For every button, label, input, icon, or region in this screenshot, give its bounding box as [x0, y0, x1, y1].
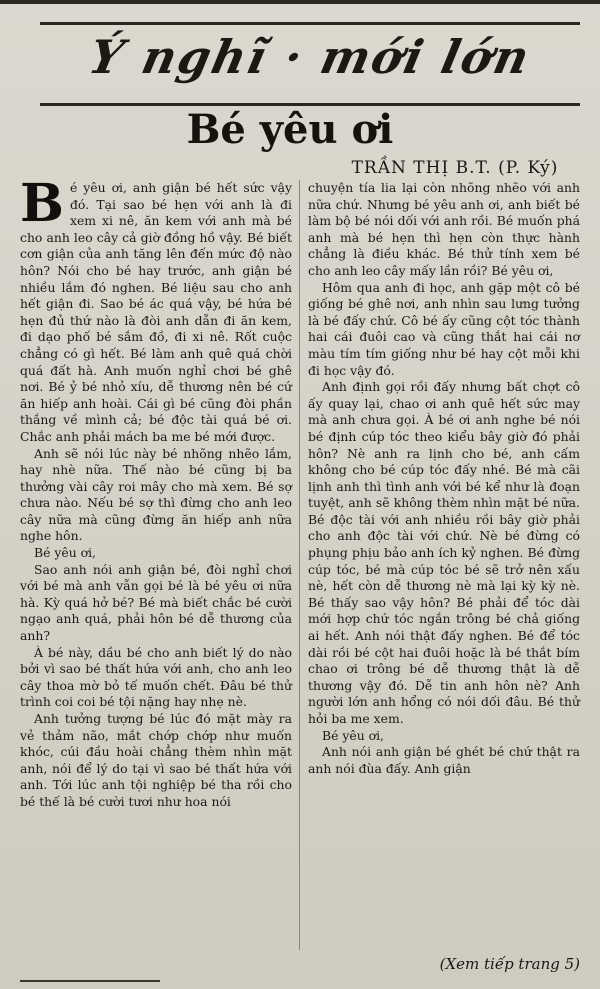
top-rule [0, 0, 600, 4]
continued-note: (Xem tiếp trang 5) [439, 955, 580, 973]
article-title: Bé yêu ơi [186, 106, 394, 153]
paragraph: Sao anh nói anh giận bé, đòi nghỉ chơi với bé mà anh vẫn gọi bé là bé yêu ơi nữa hà. Kỳ quá hở bé? Bé mà biết chắc bé cười ngạo anh quá, phải hôn bé dễ thương của anh? [20, 561, 292, 644]
salutation: Bé yêu ơi, [322, 727, 384, 743]
salutation: Bé yêu ơi, [34, 545, 96, 561]
article-author: TRẦN THỊ B.T. (P. Ký) [351, 158, 559, 178]
bottom-rule [20, 980, 160, 982]
paragraph: À bé này, dầu bé cho anh biết lý do nào bởi vì sao bé thất hứa với anh, cho anh leo cây thoa mờ bỏ tế muốn chết. Đâu bé thử trình coi coi bé tội nặng hay nhẹ nè. [20, 644, 292, 710]
left-column [20, 173, 292, 811]
paragraph: Anh tưởng tượng bé lúc đó mặt mày ra vẻ thảm não, mắt chớp chớp như muốn khóc, cúi đầu hoài chẳng thèm nhìn mặt anh, nói để lý do tại vì sao bé thất hứa với anh. Tới lúc anh tội nghiệp bé tha rồi cho bé thế là bé cười tươi như hoa nói [20, 711, 292, 809]
paragraph: Hôm qua anh đi học, anh gặp một cô bé giống bé ghê nơi, anh nhìn sau lưng tưởng là bé đấy chứ. Cô bé ấy cũng cột tóc thành hai cái đuôi cao và cũng thắt hai cái nơ màu tím tím giống như bé hay cột mỗi khi đi học vậy đó. [308, 279, 580, 378]
paragraph: Anh định gọi rồi đấy nhưng bất chợt cô ấy quay lại, chao ơi anh quê hết sức may mà anh chưa gọi. À bé ơi anh nghe bé nói bé định cúp tóc theo kiểu bây giờ đó phải hôn? Nè anh ra lịnh cho bé, anh cấm không cho bé cúp tóc đấy nhé. Bé mà cãi lịnh anh thì tình anh với bé kể như là đoạn tuyệt, anh sẽ không thèm nhìn mặt bé nữa. Bé độc tài với anh nhiều rồi bây giờ phải cho anh độc tài với chứ. Nè bé đừng có phụng phịu bảo anh ích kỷ nghen. Bé đừng cúp tóc, bé mà cúp tóc bé sẽ trở nên xấu nè, hết còn dễ thương nè mà lại kỳ kỳ nè. Bé thấy sao vậy hôn? Bé phải để tóc dài mới hợp chứ tóc ngắn trông bé chả giống ai hết. Anh nói thật đấy nghen. Bé để tóc dài rồi bé cột hai đuôi hoặc là bé thắt bím chao ơi trông bé dễ thương thật là dễ thương vậy đó. Dễ tin anh hôn nè? Anh người lớn anh hổng có nói dối đâu. Bé thử hỏi ba me xem. [308, 379, 580, 726]
paragraph: Anh sẽ nói lúc này bé nhõng nhẽo lắm, hay nhè nữa. Thế nào bé cũng bị ba thưởng vài cây roi mây cho mà xem. Bé sợ chưa nào. Nếu bé sợ thì đừng cho anh leo cây nữa mà cũng đừng ăn hiếp anh nữa nghe hôn. [20, 445, 292, 544]
drop-cap: B [20, 173, 64, 234]
paragraph: Bé yêu ơi, anh giận bé hết sức vậy đó. Tại sao bé hẹn với anh là đi xem xi nê, ăn kem với anh mà bé cho anh leo cây cả giờ đồng hồ vậy. Bé biết cơn giận của anh tăng lên đến mức độ nào hôn? Nói cho bé hay trước, anh giận bé nhiều lắm đó nghen. Bé liệu sau cho anh hết giận đi. Sao bé ác quá vậy, bé hứa bé hẹn đủ thứ nào là đòi anh dẫn đi ăn kem, đi dạo phố bé sắm đồ, đi xi nê. Rốt cuộc chẳng có gì hết. Bé làm anh quê quá chời quá đất hà. Anh muốn nghỉ chơi bé ghê nơi. Bé ỷ bé nhỏ xíu, dễ thương nên bé cứ ăn hiếp anh hoài. Cái gì bé cũng đòi phần thắng về mình cả; bé độc tài quá bé ơi. Chắc anh phải mách ba me bé mới được. [20, 173, 292, 444]
column-divider [299, 180, 300, 950]
paragraph: chuyện tía lia lại còn nhõng nhẽo với anh nữa chứ. Nhưng bé yêu anh ơi, anh biết bé làm bộ bé nói dối với anh rồi. Bé muốn phá anh mà bé hẹn thì hẹn còn thực hành chẳng là điều khác. Bé thử tính xem bé cho anh leo cây mấy lần rồi? Bé yêu ơi, [308, 180, 580, 278]
section-header-script: Ý nghĩ · mới lớn [84, 30, 536, 84]
paragraph: Anh nói anh giận bé ghét bé chứ thật ra anh nói đùa đấy. Anh giận [308, 744, 580, 776]
right-column [308, 180, 580, 777]
